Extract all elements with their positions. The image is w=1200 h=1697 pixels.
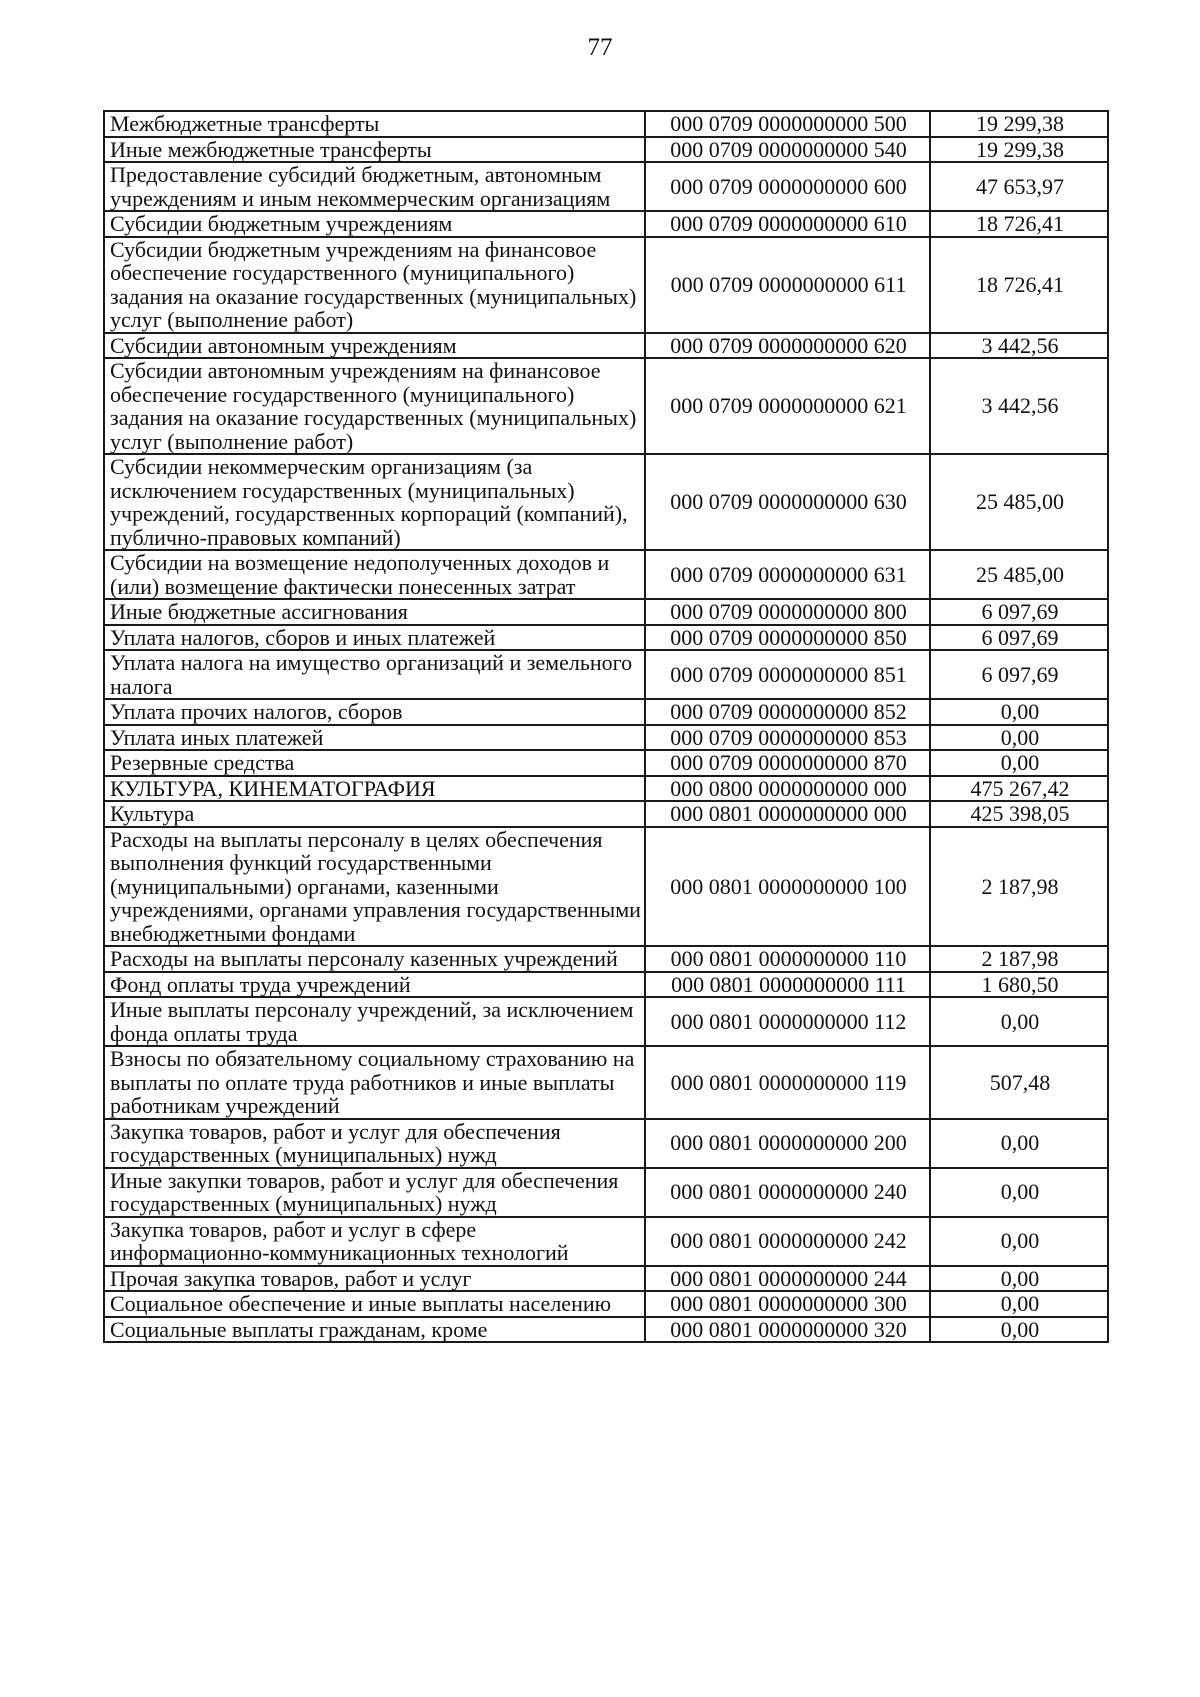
classification-code-cell: 000 0709 0000000000 853 <box>645 725 930 751</box>
amount-cell: 425 398,05 <box>930 801 1108 827</box>
expense-name-cell: Субсидии некоммерческим организациям (за исключением государственных (муниципальных) учреждений, государственных корпораций (компаний), публично-правовых компаний) <box>104 454 645 550</box>
classification-code-cell: 000 0709 0000000000 500 <box>645 111 930 137</box>
amount-cell: 0,00 <box>930 1119 1108 1168</box>
amount-cell: 3 442,56 <box>930 358 1108 454</box>
classification-code-cell: 000 0709 0000000000 540 <box>645 137 930 163</box>
amount-cell: 0,00 <box>930 699 1108 725</box>
expense-name-cell: Субсидии автономным учреждениям на финансовое обеспечение государственного (муниципального) задания на оказание государственных (муниципальных) услуг (выполнение работ) <box>104 358 645 454</box>
amount-cell: 18 726,41 <box>930 211 1108 237</box>
table-row <box>104 1119 1108 1168</box>
amount-cell: 507,48 <box>930 1046 1108 1119</box>
classification-code-cell: 000 0709 0000000000 610 <box>645 211 930 237</box>
expense-name-cell: Социальные выплаты гражданам, кроме <box>104 1317 645 1343</box>
expense-name-cell: Расходы на выплаты персоналу в целях обеспечения выполнения функций государственными (муниципальными) органами, казенными учреждениями, органами управления государственными внебюджетными фондами <box>104 827 645 947</box>
expense-name-cell: Иные закупки товаров, работ и услуг для обеспечения государственных (муниципальных) нужд <box>104 1168 645 1217</box>
amount-cell: 0,00 <box>930 1217 1108 1266</box>
classification-code-cell: 000 0801 0000000000 111 <box>645 972 930 998</box>
amount-cell: 19 299,38 <box>930 137 1108 163</box>
table-row <box>104 801 1108 827</box>
classification-code-cell: 000 0801 0000000000 100 <box>645 827 930 947</box>
expense-name-cell: Субсидии бюджетным учреждениям на финансовое обеспечение государственного (муниципального) задания на оказание государственных (муниципальных) услуг (выполнение работ) <box>104 237 645 333</box>
amount-cell: 6 097,69 <box>930 650 1108 699</box>
table-row <box>104 750 1108 776</box>
classification-code-cell: 000 0801 0000000000 242 <box>645 1217 930 1266</box>
table-row <box>104 699 1108 725</box>
classification-code-cell: 000 0801 0000000000 110 <box>645 946 930 972</box>
table-row <box>104 599 1108 625</box>
expense-name-cell: Предоставление субсидий бюджетным, автономным учреждениям и иным некоммерческим организациям <box>104 162 645 211</box>
expense-name-cell: КУЛЬТУРА, КИНЕМАТОГРАФИЯ <box>104 776 645 802</box>
expense-name-cell: Уплата прочих налогов, сборов <box>104 699 645 725</box>
table-row <box>104 137 1108 163</box>
expense-name-cell: Субсидии на возмещение недополученных доходов и (или) возмещение фактически понесенных затрат <box>104 550 645 599</box>
expense-name-cell: Социальное обеспечение и иные выплаты населению <box>104 1291 645 1317</box>
table-row <box>104 827 1108 947</box>
amount-cell: 47 653,97 <box>930 162 1108 211</box>
page-number: 77 <box>587 34 613 61</box>
table-row <box>104 972 1108 998</box>
classification-code-cell: 000 0709 0000000000 621 <box>645 358 930 454</box>
expense-name-cell: Иные выплаты персоналу учреждений, за исключением фонда оплаты труда <box>104 997 645 1046</box>
table-row <box>104 1046 1108 1119</box>
table-row <box>104 1317 1108 1343</box>
classification-code-cell: 000 0801 0000000000 240 <box>645 1168 930 1217</box>
table-row <box>104 776 1108 802</box>
classification-code-cell: 000 0801 0000000000 244 <box>645 1266 930 1292</box>
amount-cell: 0,00 <box>930 1266 1108 1292</box>
expense-name-cell: Прочая закупка товаров, работ и услуг <box>104 1266 645 1292</box>
classification-code-cell: 000 0709 0000000000 611 <box>645 237 930 333</box>
amount-cell: 0,00 <box>930 750 1108 776</box>
expense-name-cell: Расходы на выплаты персоналу казенных учреждений <box>104 946 645 972</box>
budget-table <box>103 110 1109 1343</box>
amount-cell: 3 442,56 <box>930 333 1108 359</box>
expense-name-cell: Иные бюджетные ассигнования <box>104 599 645 625</box>
classification-code-cell: 000 0709 0000000000 630 <box>645 454 930 550</box>
amount-cell: 0,00 <box>930 1317 1108 1343</box>
amount-cell: 0,00 <box>930 1168 1108 1217</box>
table-row <box>104 1217 1108 1266</box>
expense-name-cell: Межбюджетные трансферты <box>104 111 645 137</box>
expense-name-cell: Закупка товаров, работ и услуг для обеспечения государственных (муниципальных) нужд <box>104 1119 645 1168</box>
table-row <box>104 358 1108 454</box>
classification-code-cell: 000 0709 0000000000 850 <box>645 625 930 651</box>
classification-code-cell: 000 0709 0000000000 870 <box>645 750 930 776</box>
expense-name-cell: Резервные средства <box>104 750 645 776</box>
classification-code-cell: 000 0801 0000000000 200 <box>645 1119 930 1168</box>
table-row <box>104 1266 1108 1292</box>
classification-code-cell: 000 0709 0000000000 800 <box>645 599 930 625</box>
expense-name-cell: Взносы по обязательному социальному страхованию на выплаты по оплате труда работников и иные выплаты работникам учреждений <box>104 1046 645 1119</box>
amount-cell: 0,00 <box>930 1291 1108 1317</box>
expense-name-cell: Закупка товаров, работ и услуг в сфере информационно-коммуникационных технологий <box>104 1217 645 1266</box>
classification-code-cell: 000 0709 0000000000 600 <box>645 162 930 211</box>
table-row <box>104 162 1108 211</box>
table-row <box>104 650 1108 699</box>
table-row <box>104 550 1108 599</box>
amount-cell: 1 680,50 <box>930 972 1108 998</box>
budget-table-body <box>104 111 1108 1342</box>
classification-code-cell: 000 0801 0000000000 320 <box>645 1317 930 1343</box>
table-row <box>104 946 1108 972</box>
table-row <box>104 111 1108 137</box>
expense-name-cell: Уплата налога на имущество организаций и земельного налога <box>104 650 645 699</box>
table-row <box>104 333 1108 359</box>
amount-cell: 2 187,98 <box>930 946 1108 972</box>
amount-cell: 0,00 <box>930 997 1108 1046</box>
classification-code-cell: 000 0709 0000000000 620 <box>645 333 930 359</box>
amount-cell: 19 299,38 <box>930 111 1108 137</box>
table-row <box>104 211 1108 237</box>
classification-code-cell: 000 0801 0000000000 119 <box>645 1046 930 1119</box>
expense-name-cell: Уплата налогов, сборов и иных платежей <box>104 625 645 651</box>
amount-cell: 2 187,98 <box>930 827 1108 947</box>
classification-code-cell: 000 0801 0000000000 000 <box>645 801 930 827</box>
classification-code-cell: 000 0801 0000000000 300 <box>645 1291 930 1317</box>
amount-cell: 0,00 <box>930 725 1108 751</box>
table-row <box>104 237 1108 333</box>
amount-cell: 25 485,00 <box>930 454 1108 550</box>
classification-code-cell: 000 0709 0000000000 631 <box>645 550 930 599</box>
table-row <box>104 725 1108 751</box>
table-row <box>104 997 1108 1046</box>
amount-cell: 6 097,69 <box>930 625 1108 651</box>
classification-code-cell: 000 0709 0000000000 851 <box>645 650 930 699</box>
classification-code-cell: 000 0709 0000000000 852 <box>645 699 930 725</box>
expense-name-cell: Субсидии бюджетным учреждениям <box>104 211 645 237</box>
expense-name-cell: Уплата иных платежей <box>104 725 645 751</box>
classification-code-cell: 000 0800 0000000000 000 <box>645 776 930 802</box>
amount-cell: 25 485,00 <box>930 550 1108 599</box>
amount-cell: 18 726,41 <box>930 237 1108 333</box>
amount-cell: 6 097,69 <box>930 599 1108 625</box>
table-row <box>104 625 1108 651</box>
classification-code-cell: 000 0801 0000000000 112 <box>645 997 930 1046</box>
expense-name-cell: Иные межбюджетные трансферты <box>104 137 645 163</box>
table-row <box>104 454 1108 550</box>
amount-cell: 475 267,42 <box>930 776 1108 802</box>
expense-name-cell: Культура <box>104 801 645 827</box>
table-row <box>104 1168 1108 1217</box>
table-row <box>104 1291 1108 1317</box>
expense-name-cell: Фонд оплаты труда учреждений <box>104 972 645 998</box>
expense-name-cell: Субсидии автономным учреждениям <box>104 333 645 359</box>
